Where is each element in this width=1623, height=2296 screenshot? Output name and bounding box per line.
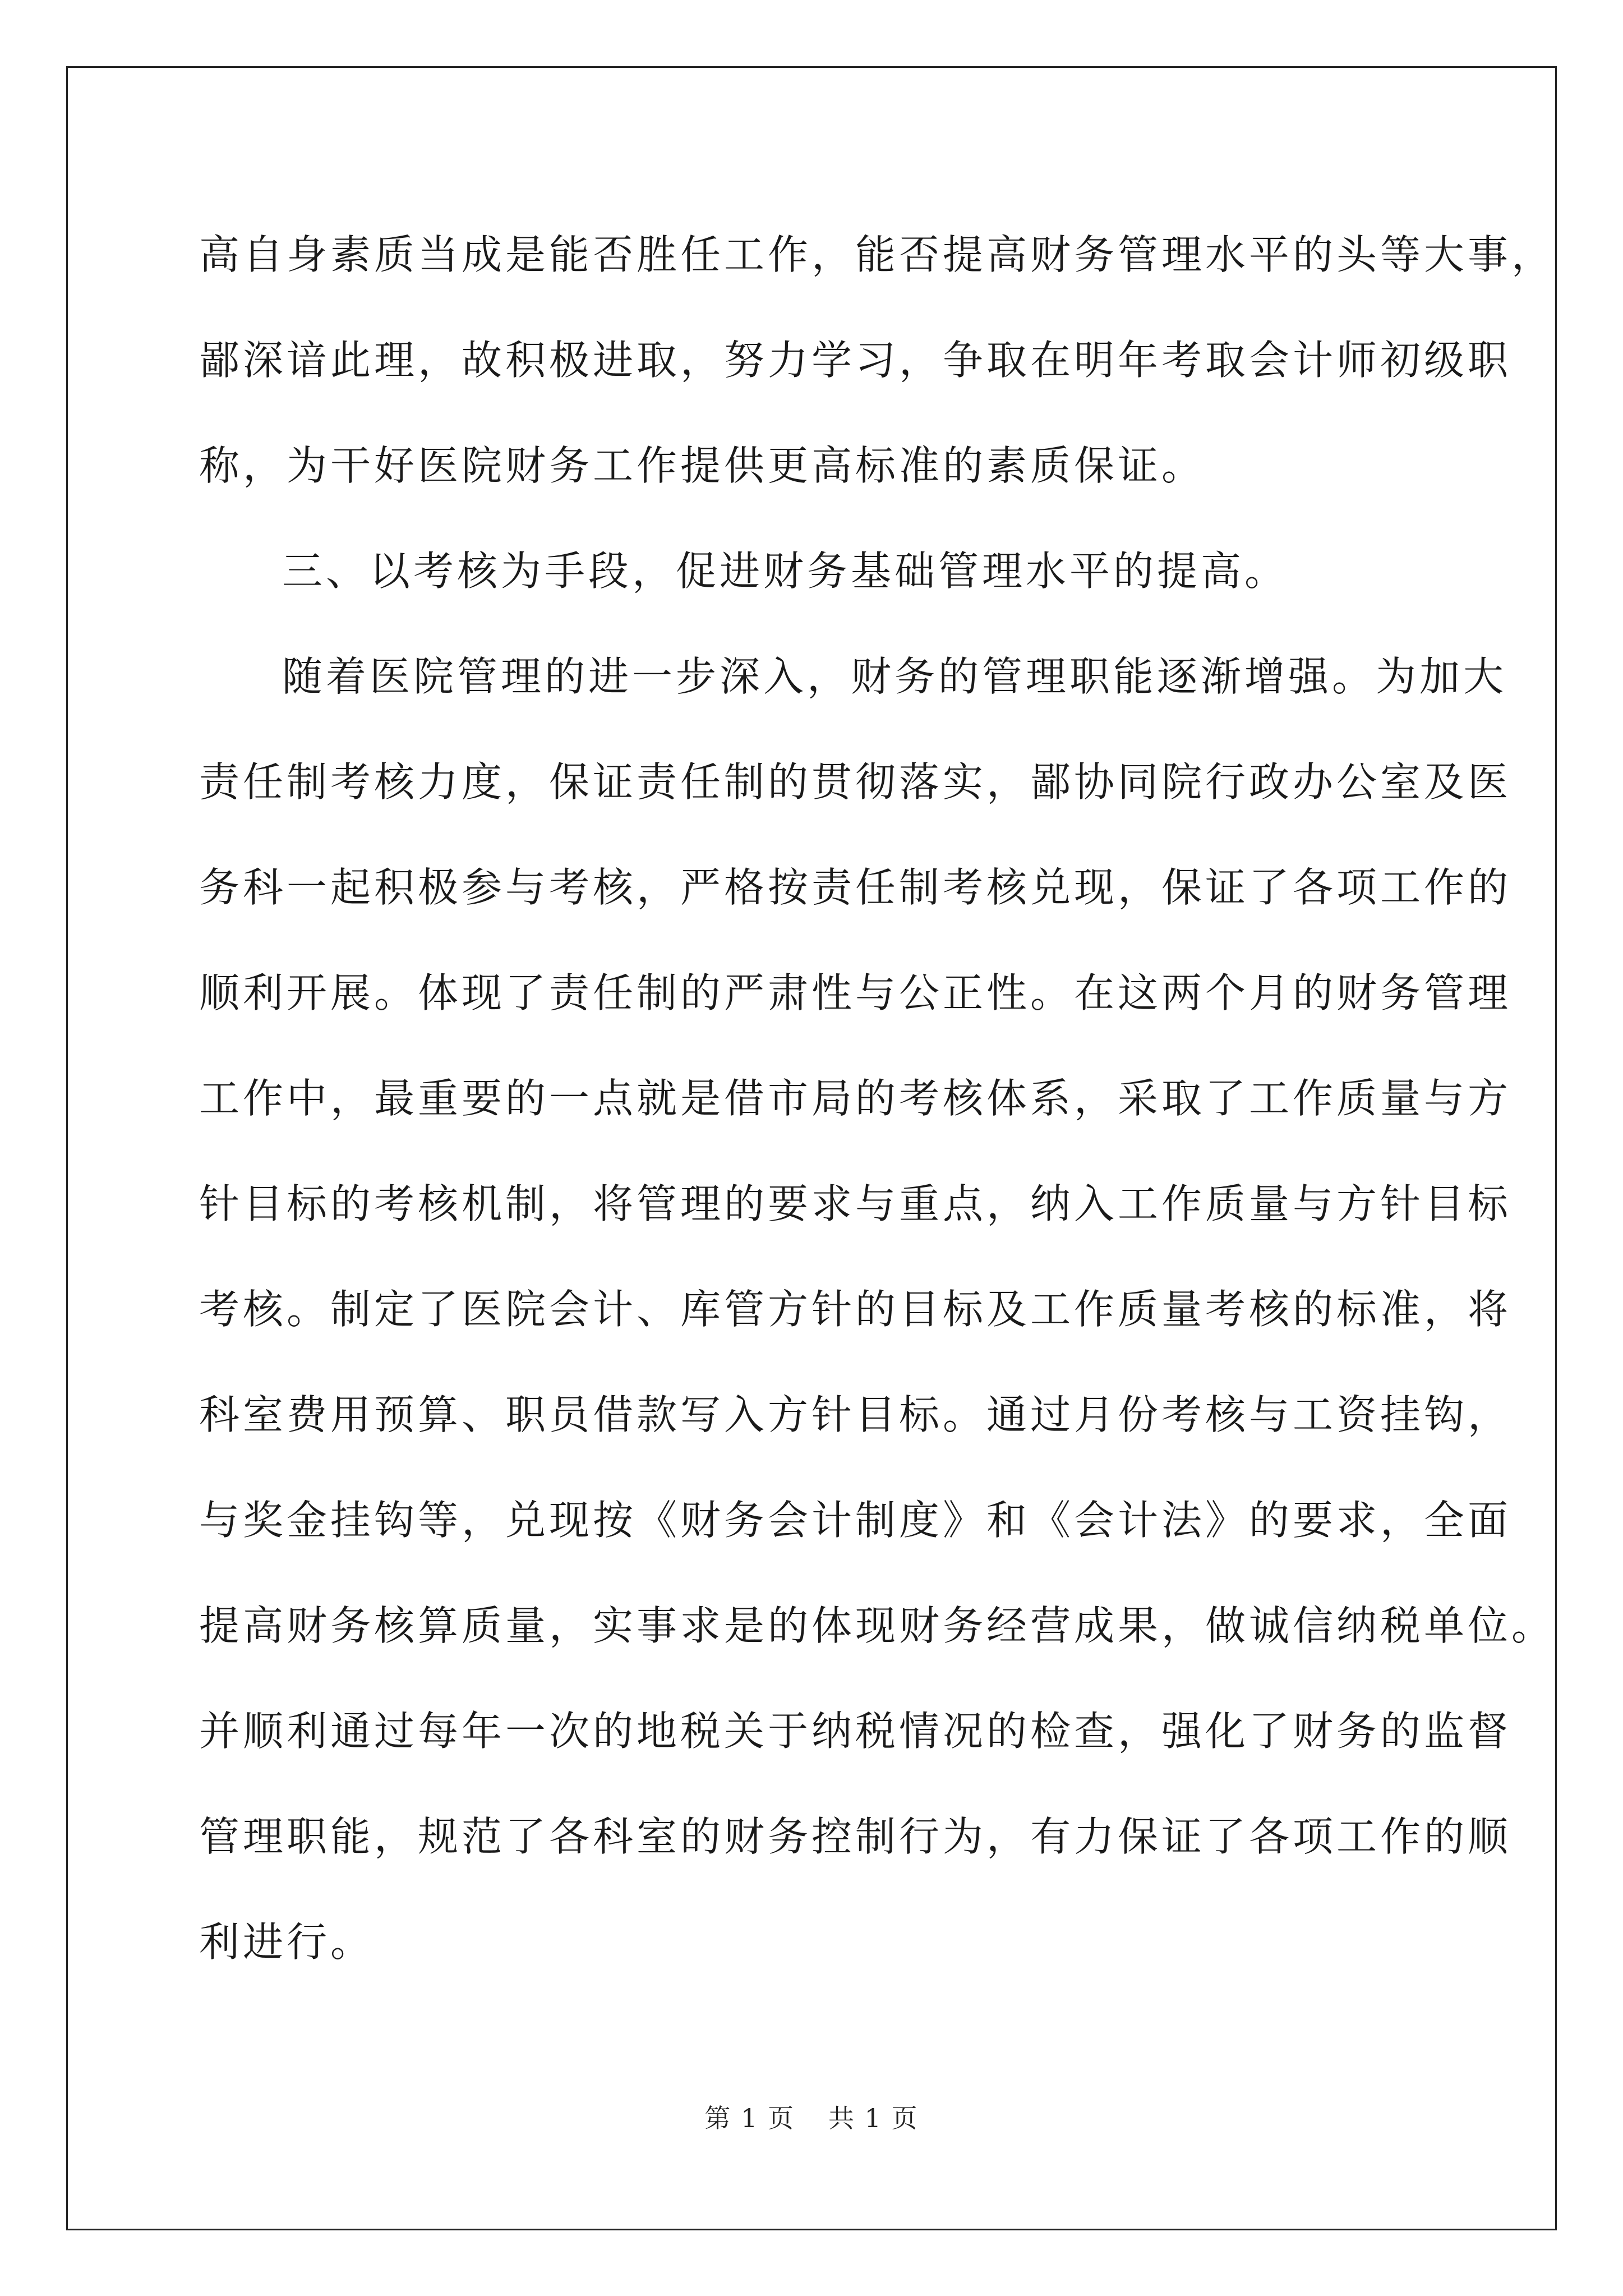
paragraph-line: 高自身素质当成是能否胜任工作，能否提高财务管理水平的头等大事， xyxy=(199,231,1556,278)
paragraph-line: 考核。制定了医院会计、库管方针的目标及工作质量考核的标准，将 xyxy=(199,1286,1512,1333)
section-heading: 三、以考核为手段，促进财务基础管理水平的提高。 xyxy=(282,547,1289,595)
paragraph-line: 提高财务核算质量，实事求是的体现财务经营成果，做诚信纳税单位。 xyxy=(199,1602,1556,1649)
paragraph-line: 工作中，最重要的一点就是借市局的考核体系，采取了工作质量与方 xyxy=(199,1075,1512,1122)
paragraph-line: 与奖金挂钩等，兑现按《财务会计制度》和《会计法》的要求，全面 xyxy=(199,1497,1512,1544)
paragraph-line: 并顺利通过每年一次的地税关于纳税情况的检查，强化了财务的监督 xyxy=(199,1708,1512,1755)
paragraph-line: 称，为干好医院财务工作提供更高标准的素质保证。 xyxy=(199,442,1206,489)
paragraph-line: 管理职能，规范了各科室的财务控制行为，有力保证了各项工作的顺 xyxy=(199,1813,1512,1860)
paragraph-line: 利进行。 xyxy=(199,1918,375,1966)
paragraph-line: 随着医院管理的进一步深入，财务的管理职能逐渐增强。为加大 xyxy=(282,653,1507,700)
paragraph-line: 务科一起积极参与考核，严格按责任制考核兑现，保证了各项工作的 xyxy=(199,864,1512,911)
document-body xyxy=(199,202,1556,1995)
page-number: 第 1 页 xyxy=(704,2103,795,2133)
page-total: 共 1 页 xyxy=(828,2103,919,2133)
paragraph-line: 鄙深谙此理，故积极进取，努力学习，争取在明年考取会计师初级职 xyxy=(199,337,1512,384)
paragraph-line: 责任制考核力度，保证责任制的贯彻落实，鄙协同院行政办公室及医 xyxy=(199,758,1512,806)
page-footer xyxy=(0,2101,1623,2135)
paragraph-line: 顺利开展。体现了责任制的严肃性与公正性。在这两个月的财务管理 xyxy=(199,969,1512,1016)
paragraph-line: 针目标的考核机制，将管理的要求与重点，纳入工作质量与方针目标 xyxy=(199,1180,1512,1227)
paragraph-line: 科室费用预算、职员借款写入方针目标。通过月份考核与工资挂钩， xyxy=(199,1391,1512,1438)
